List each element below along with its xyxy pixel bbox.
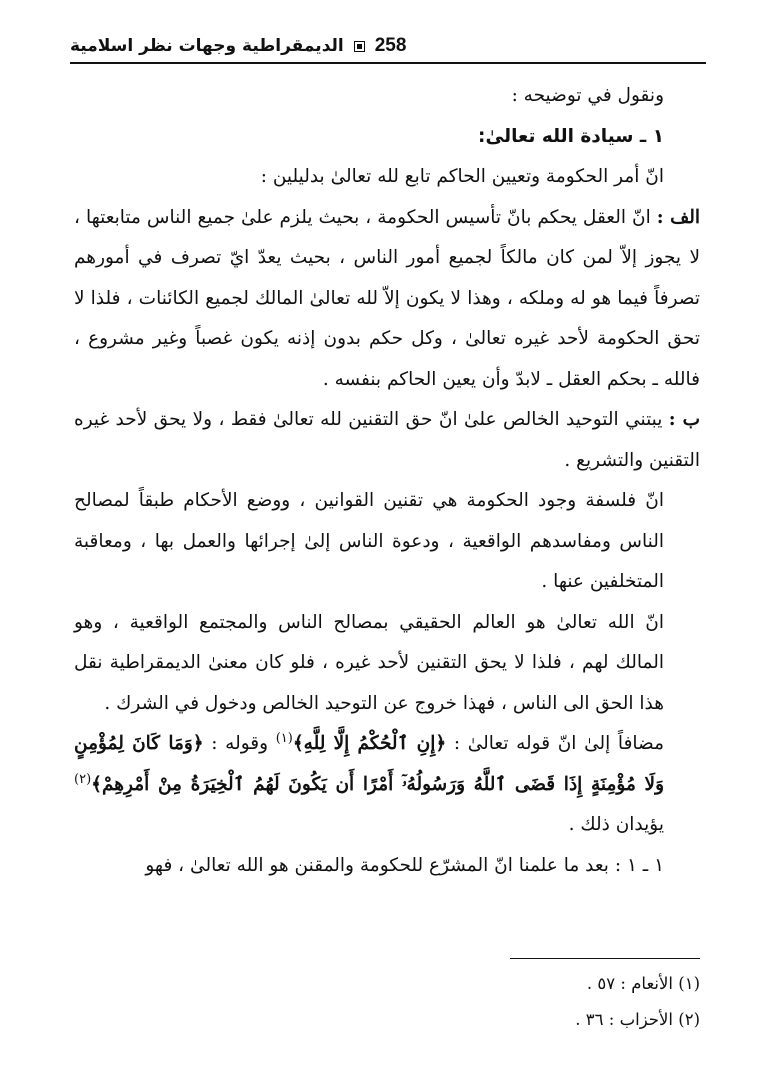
paragraph-4: انّ فلسفة وجود الحكومة هي تقنين القوانين ، ووضع الأحكام طبقاً لمصالح الناس ومفاسدهم الواقعية ، ودعوة الناس إلىٰ إجرائها والعمل بها ، ومعاقبة المتخلفين عنها . [74, 490, 664, 592]
footnotes [76, 966, 700, 1038]
running-header [70, 30, 706, 64]
paragraph-6-text-b: وقوله : [203, 733, 276, 754]
quran-verse-2: ﴿وَمَا كَانَ لِمُؤْمِنٍ وَلَا مُؤْمِنَةٍ إِذَا قَضَى ٱللَّهُ وَرَسُولُهُۥٓ أَمْرًا أَن يَكُونَ لَهُمُ ٱلْخِيَرَةُ مِنْ أَمْرِهِمْ﴾ [74, 733, 664, 795]
paragraph-6 [74, 724, 700, 846]
footnote-divider [510, 958, 700, 959]
square-bullet-icon [354, 41, 365, 52]
paragraph-6-text-c: يؤيدان ذلك . [568, 814, 664, 835]
footnote-1: (١) الأنعام : ٥٧ . [586, 974, 700, 993]
footnote-ref-1[interactable]: (١) [275, 730, 293, 746]
quran-verse-1: ﴿إِنِ ٱلْحُكْمُ إِلَّا لِلَّهِ﴾ [292, 733, 447, 754]
paragraph-2 [74, 198, 700, 401]
paragraph-3-lead: ب : [668, 409, 701, 430]
paragraph-5: انّ الله تعالىٰ هو العالم الحقيقي بمصالح الناس والمجتمع الواقعية ، وهو المالك لهم ، فلذا لا يحق التقنين لأحد غيره ، فلو كان معنىٰ الديمقراطية نقل هذا الحق الى الناس ، فهذا خروج عن التوحيد الخالص ودخول في الشرك . [74, 611, 664, 714]
paragraph-6-text-a: مضافاً إلىٰ انّ قوله تعالىٰ : [446, 733, 664, 754]
paragraph-2-text: انّ العقل يحكم بانّ تأسيس الحكومة ، بحيث يلزم علىٰ جميع الناس متابعتها ، لا يجوز إلاّ لمن كان مالكاً لجميع أمور الناس ، بحيث يعدّ ايّ تصرف في أمورهم تصرفاً فيما هو له وملكه ، وهذا لا يكون إلاّ لله تعالىٰ المالك لجميع الكائنات ، فلذا لا تحق الحكومة لأحد غيره تعالىٰ ، وكل حكم بدون إذنه يكون غصباً وغير مشروع ، فالله ـ بحكم العقل ـ لابدّ وأن يعين الحاكم بنفسه . [74, 206, 700, 390]
paragraph-7: ١ ـ ١ : بعد ما علمنا انّ المشرّع للحكومة والمقنن هو الله تعالىٰ ، فهو [145, 854, 664, 876]
intro-line: ونقول في توضيحه : [511, 85, 664, 106]
page-body [74, 76, 700, 886]
paragraph-3-text: يبتني التوحيد الخالص علىٰ انّ حق التقنين لله تعالىٰ فقط ، ولا يحق لأحد غيره التقنين والتشريع . [74, 409, 700, 471]
page-number: 258 [374, 35, 407, 56]
paragraph-2-lead: الف : [656, 206, 701, 228]
footnote-ref-2[interactable]: (٢) [74, 771, 92, 787]
running-title: الديمقراطية وجهات نظر اسلامية [70, 36, 344, 56]
paragraph-1: انّ أمر الحكومة وتعيين الحاكم تابع لله تعالىٰ بدليلين : [260, 166, 664, 187]
paragraph-3 [74, 400, 700, 481]
footnote-2: (٢) الأحزاب : ٣٦ . [575, 1010, 700, 1029]
section-heading: ١ ـ سيادة الله تعالىٰ: [478, 125, 664, 147]
